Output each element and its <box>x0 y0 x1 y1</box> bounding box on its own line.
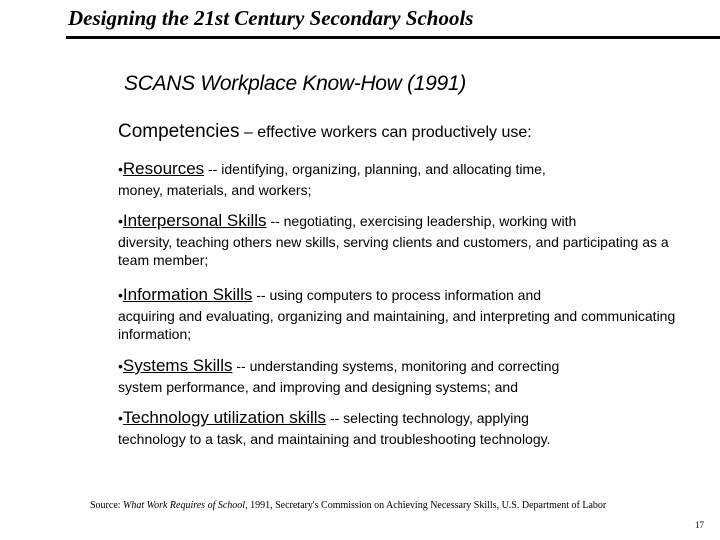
item-continuation: acquiring and evaluating, organizing and maintaining, and interpreting and communicating information; <box>118 308 676 342</box>
bullet: • <box>118 287 123 303</box>
bullet: • <box>118 358 123 374</box>
item-term: Interpersonal Skills <box>122 211 267 230</box>
list-item-technology-utilization-skills <box>118 408 678 448</box>
competencies-label: Competencies <box>118 121 240 142</box>
item-separator: -- <box>266 213 284 229</box>
item-continuation: technology to a task, and maintaining and troubleshooting technology. <box>118 431 551 447</box>
source-prefix: Source: <box>90 500 124 511</box>
item-first-line: selecting technology, applying <box>343 410 529 426</box>
item-separator: -- <box>232 358 250 374</box>
bullet: • <box>118 410 123 426</box>
list-item-information-skills <box>118 285 678 343</box>
header-title: Designing the 21st Century Secondary Schools <box>68 6 474 30</box>
item-first-line: understanding systems, monitoring and correcting <box>249 358 560 374</box>
page-number: 17 <box>695 520 704 530</box>
list-item-interpersonal-skills <box>118 211 678 269</box>
item-first-line: negotiating, exercising leadership, working with <box>283 213 577 229</box>
item-separator: -- <box>326 410 344 426</box>
list-item-resources <box>118 159 678 199</box>
item-term: Systems Skills <box>122 356 233 375</box>
item-continuation: system performance, and improving and designing systems; and <box>118 379 518 395</box>
item-first-line: identifying, organizing, planning, and allocating time, <box>221 161 546 177</box>
item-separator: -- <box>252 287 270 303</box>
item-continuation: diversity, teaching others new skills, serving clients and customers, and participating as a team member; <box>118 234 669 268</box>
bullet: • <box>118 213 123 229</box>
source-citation <box>90 499 610 513</box>
item-term: Technology utilization skills <box>122 408 327 427</box>
item-separator: -- <box>204 161 222 177</box>
competencies-intro <box>118 121 532 143</box>
item-term: Information Skills <box>122 285 253 304</box>
list-item-systems-skills <box>118 356 678 396</box>
competencies-description: – effective workers can productively use: <box>239 124 532 141</box>
bullet: • <box>118 161 123 177</box>
source-details: , 1991, Secretary's Commission on Achieving Necessary Skills, U.S. Department of Labor <box>245 500 607 511</box>
slide-heading: SCANS Workplace Know-How (1991) <box>124 72 466 95</box>
item-continuation: money, materials, and workers; <box>118 182 312 198</box>
source-title: What Work Requires of School <box>123 500 246 511</box>
item-first-line: using computers to process information and <box>269 287 542 303</box>
item-term: Resources <box>122 159 205 178</box>
header-divider <box>66 36 720 39</box>
